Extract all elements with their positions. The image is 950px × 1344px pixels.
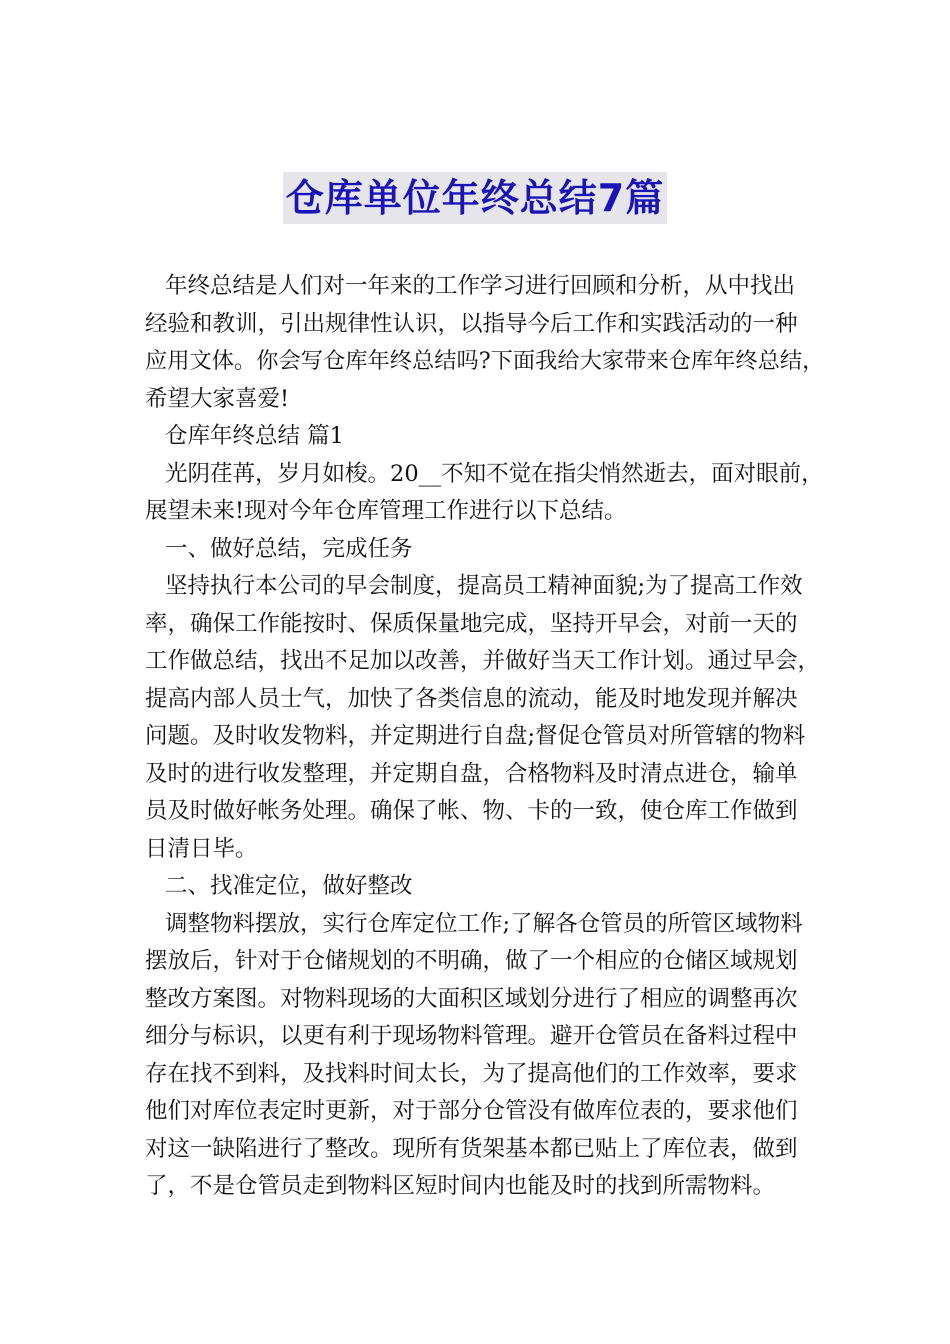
document-title: 仓库单位年终总结7篇 xyxy=(283,172,667,224)
text-line: 年终总结是人们对一年来的工作学习进行回顾和分析，从中找出 xyxy=(165,273,796,299)
text-line: 调整物料摆放，实行仓库定位工作;了解各仓管员的所管区域物料 xyxy=(165,910,803,937)
text-line: 日清日毕。 xyxy=(145,835,258,862)
text-line: 应用文体。你会写仓库年终总结吗?下面我给大家带来仓库年终总结， xyxy=(145,348,825,374)
text-line: 细分与标识，以更有利于现场物料管理。避开仓管员在备料过程中 xyxy=(145,1023,798,1049)
text-line: 率，确保工作能按时、保质保量地完成，坚持开早会，对前一天的 xyxy=(145,610,798,637)
text-line: 一、做好总结，完成任务 xyxy=(165,535,413,562)
text-line: 坚持执行本公司的早会制度，提高员工精神面貌;为了提高工作效 xyxy=(165,573,803,599)
text-line: 问题。及时收发物料，并定期进行自盘;督促仓管员对所管辖的物料 xyxy=(145,723,806,749)
document-body xyxy=(145,268,825,1206)
text-line: 对这一缺陷进行了整改。现所有货架基本都已贴上了库位表，做到 xyxy=(145,1135,798,1162)
text-line: 希望大家喜爱! xyxy=(145,385,290,412)
text-line: 二、找准定位，做好整改 xyxy=(165,873,413,899)
text-line: 存在找不到料，及找料时间太长，为了提高他们的工作效率，要求 xyxy=(145,1060,798,1087)
text-line: 提高内部人员士气，加快了各类信息的流动，能及时地发现并解决 xyxy=(145,685,798,712)
text-line: 光阴荏苒，岁月如梭。20__不知不觉在指尖悄然逝去，面对眼前， xyxy=(165,460,824,487)
text-line: 摆放后，针对于仓储规划的不明确，做了一个相应的仓储区域规划 xyxy=(145,948,798,974)
text-line: 了，不是仓管员走到物料区短时间内也能及时的找到所需物料。 xyxy=(145,1173,776,1199)
text-line: 他们对库位表定时更新，对于部分仓管没有做库位表的，要求他们 xyxy=(145,1098,798,1124)
title-container xyxy=(0,172,950,224)
text-line: 及时的进行收发整理，并定期自盘，合格物料及时清点进仓，输单 xyxy=(145,760,798,787)
text-line: 整改方案图。对物料现场的大面积区域划分进行了相应的调整再次 xyxy=(145,985,798,1012)
text-line: 经验和教训，引出规律性认识，以指导今后工作和实践活动的一种 xyxy=(145,310,798,337)
text-line: 工作做总结，找出不足加以改善，并做好当天工作计划。通过早会， xyxy=(145,648,821,674)
text-line: 展望未来!现对今年仓库管理工作进行以下总结。 xyxy=(145,498,627,524)
text-line: 员及时做好帐务处理。确保了帐、物、卡的一致，使仓库工作做到 xyxy=(145,798,798,824)
text-line: 仓库年终总结 篇1 xyxy=(165,423,344,449)
